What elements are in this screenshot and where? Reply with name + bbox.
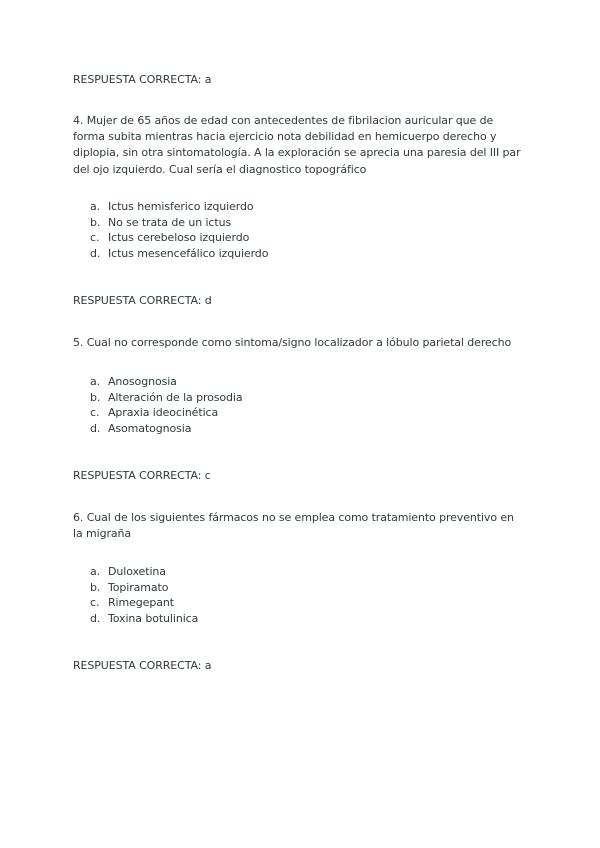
option-text: Apraxia ideocinética — [108, 406, 219, 420]
option-text: Asomatognosia — [108, 421, 192, 435]
option-text: Ictus mesencefálico izquierdo — [108, 246, 269, 260]
option-item — [90, 215, 268, 231]
option-letter: b. — [90, 580, 101, 594]
option-item — [90, 421, 243, 437]
option-item — [90, 580, 198, 596]
answer-previous: RESPUESTA CORRECTA: a — [73, 73, 212, 86]
question-6-options — [90, 564, 198, 626]
option-item — [90, 564, 198, 580]
question-6-line-1: 6. Cual de los siguientes fármacos no se emplea como tratamiento preventivo en — [73, 511, 514, 524]
answer-question-5: RESPUESTA CORRECTA: c — [73, 469, 211, 482]
option-item — [90, 611, 198, 627]
option-letter: a. — [90, 565, 101, 578]
question-4-line-2: forma subita mientras hacia ejercicio nota debilidad en hemicuerpo derecho y — [73, 130, 497, 144]
option-letter: c. — [90, 231, 100, 245]
option-letter: c. — [90, 596, 100, 610]
option-item — [90, 246, 268, 262]
option-text: No se trata de un ictus — [108, 215, 232, 229]
answer-question-6: RESPUESTA CORRECTA: a — [73, 659, 212, 672]
option-item — [90, 595, 198, 611]
option-text: Anosognosia — [108, 375, 177, 388]
option-text: Toxina botulinica — [108, 611, 199, 625]
question-5-line-1: 5. Cual no corresponde como sintoma/signo localizador a lóbulo parietal derecho — [73, 336, 512, 349]
question-5-options — [90, 374, 243, 436]
question-6-line-2: la migraña — [73, 527, 132, 541]
option-letter: d. — [90, 611, 101, 625]
option-letter: a. — [90, 375, 101, 388]
option-item — [90, 405, 243, 421]
option-letter: d. — [90, 421, 101, 435]
option-text: Ictus cerebeloso izquierdo — [108, 231, 250, 245]
option-text: Alteración de la prosodia — [108, 390, 243, 404]
option-letter: c. — [90, 406, 100, 420]
option-text: Rimegepant — [108, 596, 174, 610]
option-letter: b. — [90, 390, 101, 404]
question-4 — [73, 113, 533, 178]
option-letter: b. — [90, 215, 101, 229]
question-6 — [73, 510, 533, 542]
question-4-line-3: diplopia, sin otra sintomatología. A la exploración se aprecia una paresia del III par — [73, 146, 521, 160]
option-letter: a. — [90, 200, 101, 213]
option-letter: d. — [90, 246, 101, 260]
option-item — [90, 230, 268, 246]
question-5 — [73, 335, 533, 351]
option-text: Duloxetina — [108, 565, 166, 578]
option-item — [90, 199, 268, 215]
option-item — [90, 374, 243, 390]
question-4-line-4: del ojo izquierdo. Cual sería el diagnostico topográfico — [73, 162, 367, 176]
answer-question-4: RESPUESTA CORRECTA: d — [73, 294, 212, 307]
question-4-options — [90, 199, 268, 261]
option-item — [90, 390, 243, 406]
option-text: Ictus hemisferico izquierdo — [108, 200, 254, 213]
option-text: Topiramato — [108, 580, 169, 594]
question-4-line-1: 4. Mujer de 65 años de edad con antecedentes de fibrilacion auricular que de — [73, 114, 494, 127]
